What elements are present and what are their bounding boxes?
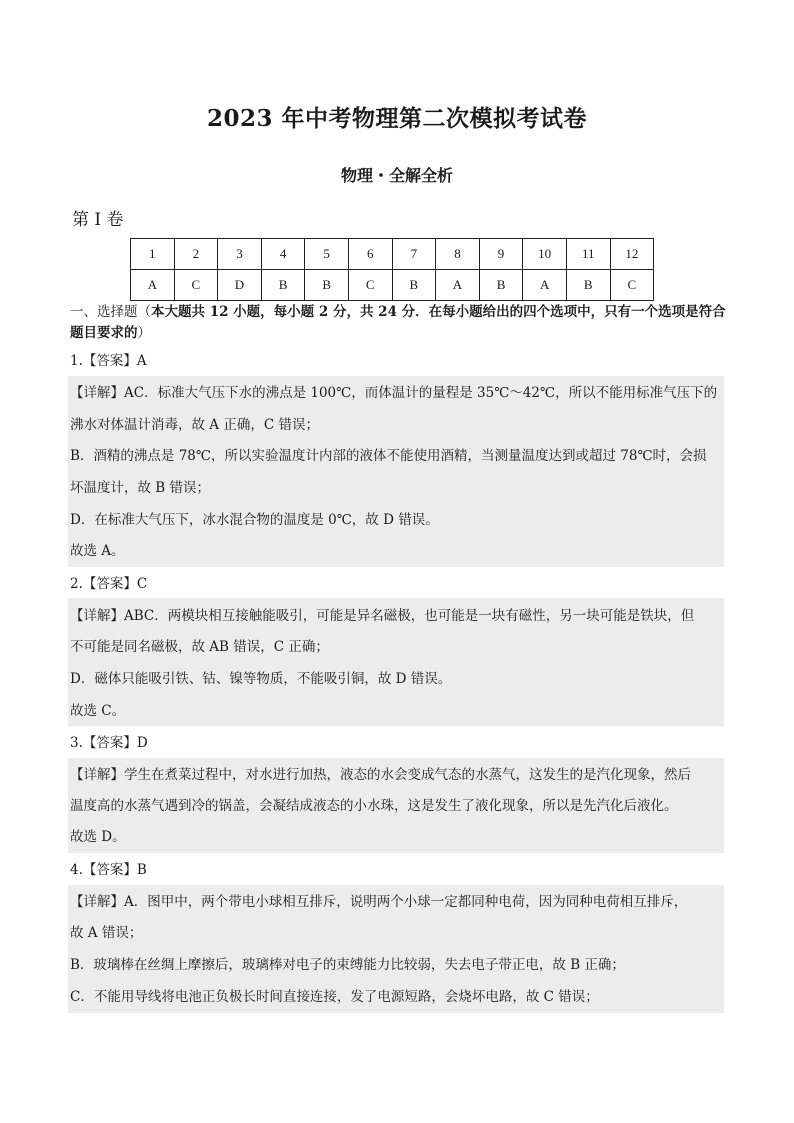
answer-table-answer-row bbox=[131, 270, 654, 301]
explanation-line: 故 A 错误； bbox=[70, 925, 143, 941]
answer-cell: A bbox=[523, 270, 567, 301]
exam-title: 2023 年中考物理第二次模拟考试卷 bbox=[206, 105, 588, 132]
question-number-cell: 12 bbox=[610, 239, 654, 270]
answer-cell: B bbox=[261, 270, 305, 301]
answer-cell: B bbox=[392, 270, 436, 301]
explanation-block bbox=[68, 376, 724, 567]
explanation-line: B．玻璃棒在丝绸上摩擦后，玻璃棒对电子的束缚能力比较弱，失去电子带正电，故 B 正确； bbox=[70, 957, 625, 973]
answer-cell: B bbox=[566, 270, 610, 301]
question-number-cell: 6 bbox=[348, 239, 392, 270]
section-tail: ） bbox=[137, 325, 151, 341]
answer-cell: D bbox=[218, 270, 262, 301]
section-instructions: 本大题共 12 小题，每小题 2 分，共 24 分．在每小题给出的四个选项中，只有一个选项是符合题目要求的 bbox=[70, 304, 726, 341]
question-number-cell: 7 bbox=[392, 239, 436, 270]
answer-line: 1.【答案】A bbox=[70, 353, 147, 369]
explanation-line: 温度高的水蒸气遇到冷的锅盖，会凝结成液态的小水珠，这是发生了液化现象，所以是先汽化后液化。 bbox=[70, 798, 678, 814]
question-number-cell: 3 bbox=[218, 239, 262, 270]
answer-line: 3.【答案】D bbox=[70, 735, 148, 751]
volume-heading: 第 I 卷 bbox=[72, 210, 124, 230]
explanation-line: 故选 D。 bbox=[70, 829, 126, 845]
question-number-cell: 1 bbox=[131, 239, 175, 270]
answer-cell: A bbox=[131, 270, 175, 301]
explanation-line: 故选 C。 bbox=[70, 703, 126, 719]
section-heading bbox=[70, 302, 726, 344]
explanation-line: D．磁体只能吸引铁、钴、镍等物质，不能吸引铜，故 D 错误。 bbox=[70, 671, 452, 687]
explanation-line: B．酒精的沸点是 78℃，所以实验温度计内部的液体不能使用酒精，当测量温度达到或超过 78℃时，会损 bbox=[70, 448, 707, 464]
explanation-line: 坏温度计，故 B 错误； bbox=[70, 480, 211, 496]
answer-cell: C bbox=[348, 270, 392, 301]
question-number-cell: 9 bbox=[479, 239, 523, 270]
explanation-line: 沸水对体温计消毒，故 A 正确，C 错误； bbox=[70, 417, 319, 433]
answer-table-number-row bbox=[131, 239, 654, 270]
question-number-cell: 4 bbox=[261, 239, 305, 270]
explanation-line: C．不能用导线将电池正负极长时间直接连接，发了电源短路，会烧坏电路，故 C 错误； bbox=[70, 989, 599, 1005]
answer-cell: B bbox=[479, 270, 523, 301]
exam-subtitle: 物理・全解全析 bbox=[340, 166, 453, 185]
answer-line: 4.【答案】B bbox=[70, 862, 147, 878]
question-number-cell: 10 bbox=[523, 239, 567, 270]
answer-table bbox=[130, 238, 654, 301]
answer-cell: C bbox=[174, 270, 218, 301]
section-lead: 一、选择题（ bbox=[70, 304, 151, 320]
question-number-cell: 8 bbox=[436, 239, 480, 270]
question-number-cell: 5 bbox=[305, 239, 349, 270]
explanation-line: 【详解】学生在煮菜过程中，对水进行加热，液态的水会变成气态的水蒸气，这发生的是汽化现象，然后 bbox=[70, 767, 691, 783]
explanation-line: D．在标准大气压下，冰水混合物的温度是 0℃，故 D 错误。 bbox=[70, 512, 439, 528]
question-number-cell: 2 bbox=[174, 239, 218, 270]
answer-cell: C bbox=[610, 270, 654, 301]
question-number-cell: 11 bbox=[566, 239, 610, 270]
answer-line: 2.【答案】C bbox=[70, 576, 148, 592]
answer-cell: A bbox=[436, 270, 480, 301]
explanation-line: 不可能是同名磁极，故 AB 错误，C 正确； bbox=[70, 639, 329, 655]
explanation-line: 【详解】A．图甲中，两个带电小球相互排斥，说明两个小球一定都同种电荷，因为同种电荷相互排斥， bbox=[70, 894, 688, 910]
explanation-line: 【详解】AC．标准大气压下水的沸点是 100℃，而体温计的量程是 35℃～42℃，所以不能用标准气压下的 bbox=[70, 385, 718, 401]
explanation-line: 【详解】ABC．两模块相互接触能吸引，可能是异名磁极，也可能是一块有磁性，另一块可能是铁块，但 bbox=[70, 608, 695, 624]
answer-cell: B bbox=[305, 270, 349, 301]
explanation-line: 故选 A。 bbox=[70, 543, 125, 559]
